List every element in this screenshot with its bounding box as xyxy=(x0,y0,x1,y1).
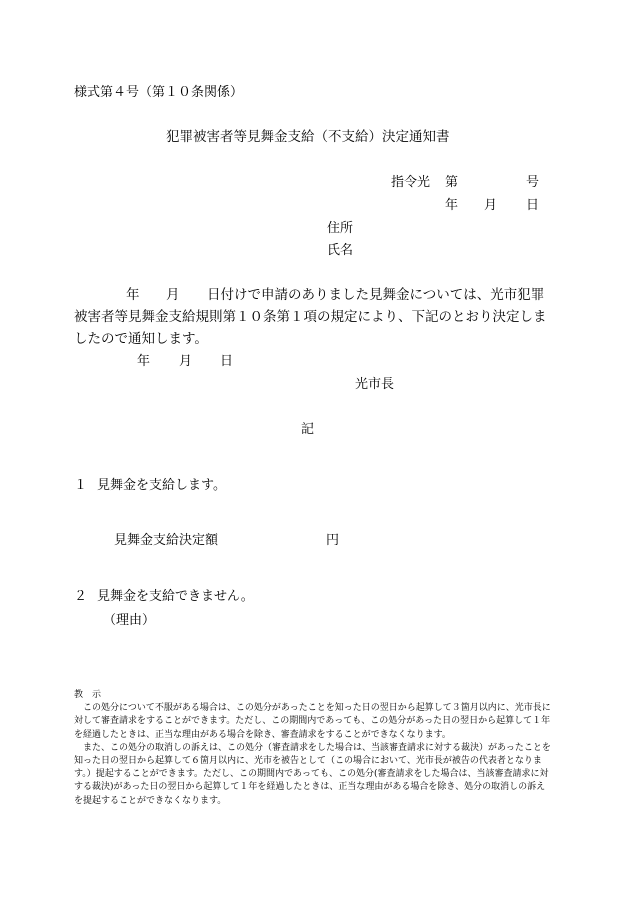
ki-mark: 記 xyxy=(301,422,315,437)
notice-paragraph-2: また、この処分の取消しの訴えは、この処分（審査請求をした場合は、当該審査請求に対する裁決）があったことを知った日の翌日から起算して６箇月以内に、光市を被告として（この場合において、光市長が被告の代表者となります。）提起することができます。ただし、この期間内であっても、この処分(審査請求をした場合は、当該審査請求に対する裁決)があった日の翌日から起算して１年を経過したときは、正当な理由がある場合を除き、処分の取消しの訴えを提起することができなくなります。 xyxy=(74,742,551,806)
amount-label: 見舞金支給決定額 xyxy=(114,533,219,548)
reason-label: （理由） xyxy=(103,613,156,628)
date-issue-month: 月 xyxy=(179,354,193,369)
reference-prefix: 指令光 xyxy=(391,175,431,190)
instruction-notice xyxy=(74,689,554,808)
address-label: 住所 xyxy=(327,221,354,236)
item1-text: 見舞金を支給します。 xyxy=(97,478,226,493)
body-paragraph: 日付けで申請のありました見舞金については、光市犯罪被害者等見舞金支給規則第１０条第１項の規定により、下記のとおり決定しましたので通知します。 xyxy=(74,287,547,347)
reference-go: 号 xyxy=(526,175,540,190)
name-label: 氏名 xyxy=(327,243,354,258)
date-issue-day: 日 xyxy=(220,354,234,369)
date-top-year: 年 xyxy=(445,198,459,213)
date-top-day: 日 xyxy=(526,198,540,213)
date-top-month: 月 xyxy=(484,198,498,213)
issuer: 光市長 xyxy=(355,377,395,392)
notice-heading: 教 示 xyxy=(74,690,102,700)
form-label: 様式第４号（第１０条関係） xyxy=(74,85,244,100)
date-issue-year: 年 xyxy=(137,354,151,369)
body-month: 月 xyxy=(166,287,180,303)
document-title: 犯罪被害者等見舞金支給（不支給）決定通知書 xyxy=(166,129,450,145)
notice-paragraph-1: この処分について不服がある場合は、この処分があったことを知った日の翌日から起算して３箇月以内に、光市長に対して審査請求をすることができます。ただし、この期間内であっても、この処分があった日の翌日から起算して１年を経過したときは、正当な理由がある場合を除き、審査請求をすることができなくなります。 xyxy=(74,703,551,740)
amount-unit: 円 xyxy=(326,533,340,548)
body-year: 年 xyxy=(126,287,140,303)
item2-number: ２ xyxy=(74,589,88,604)
reference-dai: 第 xyxy=(445,175,459,190)
item1-number: １ xyxy=(74,478,88,493)
item2-text: 見舞金を支給できません。 xyxy=(97,589,254,604)
